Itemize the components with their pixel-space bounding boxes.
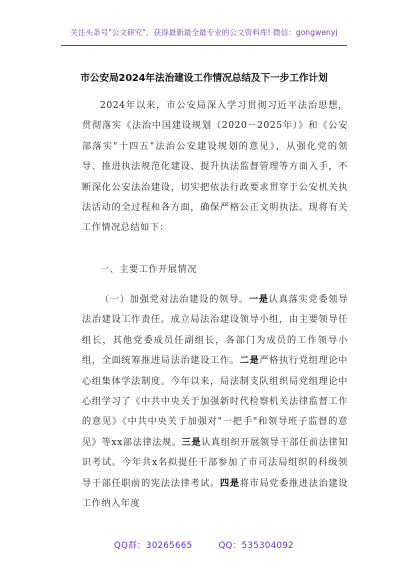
qq-group-number: QQ群：30265665 (114, 541, 193, 551)
qq-number: QQ：535304092 (218, 541, 294, 551)
header-divider (61, 45, 347, 46)
section-heading: 一、主要工作开展情况 (100, 265, 197, 275)
segment-second: 严格执行党组理论中心组集体学法制度。今年以来，局法制支队组织局党组理论中心组学习了《中共中央关于加强新时代检察机关法律监督工作的意见》《中共中央关于加强对"一把手"和领导班子监督的意见》等xx部法律法规。 (82, 356, 348, 448)
segment-fourth: 将市局党委推进法治建设工作纳入年度 (82, 478, 349, 510)
segment-first: 认真落实党委领导法治建设工作责任。成立局法治建设领导小组，由主要领导任组长，其他党委成员任副组长，各部门为成员的工作领导小组，全面统筹推进局法治建设工作。 (82, 295, 348, 367)
segment-third: 认真组织开展领导干部任前法律知识考试。今年共x名拟提任干部参加了市司法局组织的科级领导干部任职前的宪法法律考试。 (82, 437, 349, 489)
keyword-fourth: 四是 (220, 477, 240, 489)
subsection-lead: （一）加强党对法治建设的领导。 (100, 295, 249, 305)
keyword-third: 三是 (181, 436, 202, 448)
header-banner: 关注头条号"公文研究"，获得最新最全最专业的公文资料库! 微信：gongwenyj (70, 28, 338, 37)
document-title: 市公安局2024年法治建设工作情况总结及下一步工作计划 (80, 73, 328, 84)
intro-paragraph: 2024年以来，市公安局深入学习贯彻习近平法治思想，贯彻落实《法治中国建设规划（2020－2025年）》和《公安部落实"十四五"法治公安建设规划的意见》，从强化党的领导、推进执法规范化建设、提升执法监督管理等方面入手，不断深化公安法治建设，切实把依法行政要求贯穿于公安机关执法活动的全过程和各方面，确保严格公正文明执法。现将有关工作情况总结如下： (82, 101, 348, 234)
footer-contact (0, 539, 408, 551)
keyword-first: 一是 (248, 294, 269, 305)
keyword-second: 二是 (239, 355, 260, 367)
subsection-paragraph (82, 290, 348, 514)
